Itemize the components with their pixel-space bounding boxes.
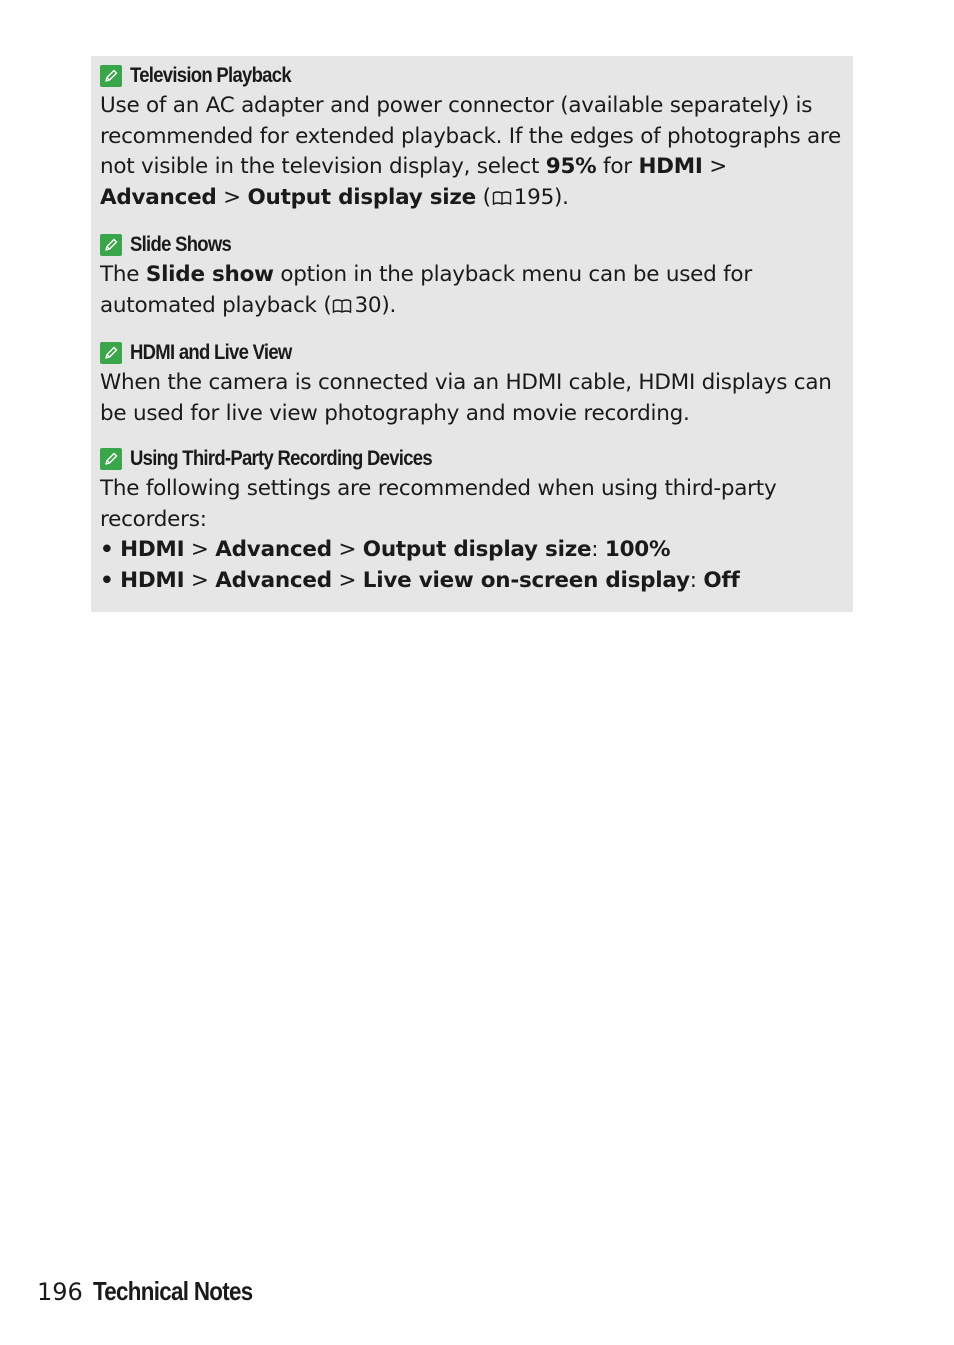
- menu-item-live-view-on-screen-display: Live view on-screen display: [362, 567, 690, 593]
- menu-item-slide-show: Slide show: [145, 262, 274, 287]
- menu-item-advanced: Advanced: [215, 567, 332, 593]
- page-reference[interactable]: 30: [354, 292, 382, 318]
- note-third-party-recording: [100, 444, 843, 596]
- menu-item-output-display-size: Output display size: [362, 537, 592, 562]
- note-intro-text: The following settings are recommended when using third-party recorders:: [100, 476, 777, 532]
- note-hdmi-and-live-view: [100, 338, 843, 429]
- setting-value: Off: [703, 567, 740, 593]
- note-header: [100, 230, 843, 260]
- note-body: The Slide show option in the playback menu can be used for automated playback ( 30).: [100, 260, 843, 323]
- menu-item-hdmi: HDMI: [120, 567, 185, 593]
- note-title: Using Third-Party Recording Devices: [130, 447, 432, 470]
- pencil-note-icon: [100, 448, 122, 470]
- menu-item-advanced: Advanced: [100, 184, 217, 210]
- menu-item-advanced: Advanced: [215, 537, 332, 562]
- bullet-item: • HDMI > Advanced > Output display size: 100%: [100, 537, 671, 562]
- note-header: [100, 61, 843, 91]
- pencil-note-icon: [100, 342, 122, 364]
- note-body: Use of an AC adapter and power connector (available separately) is recommended for extended playback. If the edges of photographs are not visible in the television display, select 95% for HDMI > Advanced > Output display size ( 195).: [100, 91, 843, 215]
- section-title: Technical Notes: [92, 1276, 253, 1306]
- book-reference-icon: [492, 185, 512, 216]
- bullet-marker: •: [100, 567, 114, 593]
- setting-value: 95%: [545, 154, 597, 179]
- note-body: When the camera is connected via an HDMI cable, HDMI displays can be used for live view photography and movie recording.: [100, 370, 832, 426]
- page-number: 196: [37, 1278, 83, 1306]
- note-title: Slide Shows: [130, 233, 232, 256]
- note-header: [100, 444, 843, 474]
- bullet-marker: •: [100, 537, 114, 562]
- note-body: [100, 474, 843, 596]
- note-title: Television Playback: [130, 64, 291, 87]
- page-reference[interactable]: 195: [513, 184, 555, 210]
- bullet-item: • HDMI > Advanced > Live view on-screen display: Off: [100, 567, 740, 593]
- menu-item-output-display-size: Output display size: [247, 184, 477, 210]
- menu-item-hdmi: HDMI: [638, 154, 703, 179]
- note-title: HDMI and Live View: [130, 341, 292, 364]
- note-slide-shows: [100, 230, 843, 323]
- pencil-note-icon: [100, 65, 122, 87]
- pencil-note-icon: [100, 234, 122, 256]
- page-footer: [37, 1276, 278, 1307]
- notes-panel: [91, 56, 853, 612]
- book-reference-icon: [332, 293, 352, 324]
- setting-value: 100%: [604, 537, 671, 562]
- note-header: [100, 338, 843, 368]
- note-television-playback: [100, 61, 843, 215]
- menu-item-hdmi: HDMI: [120, 537, 185, 562]
